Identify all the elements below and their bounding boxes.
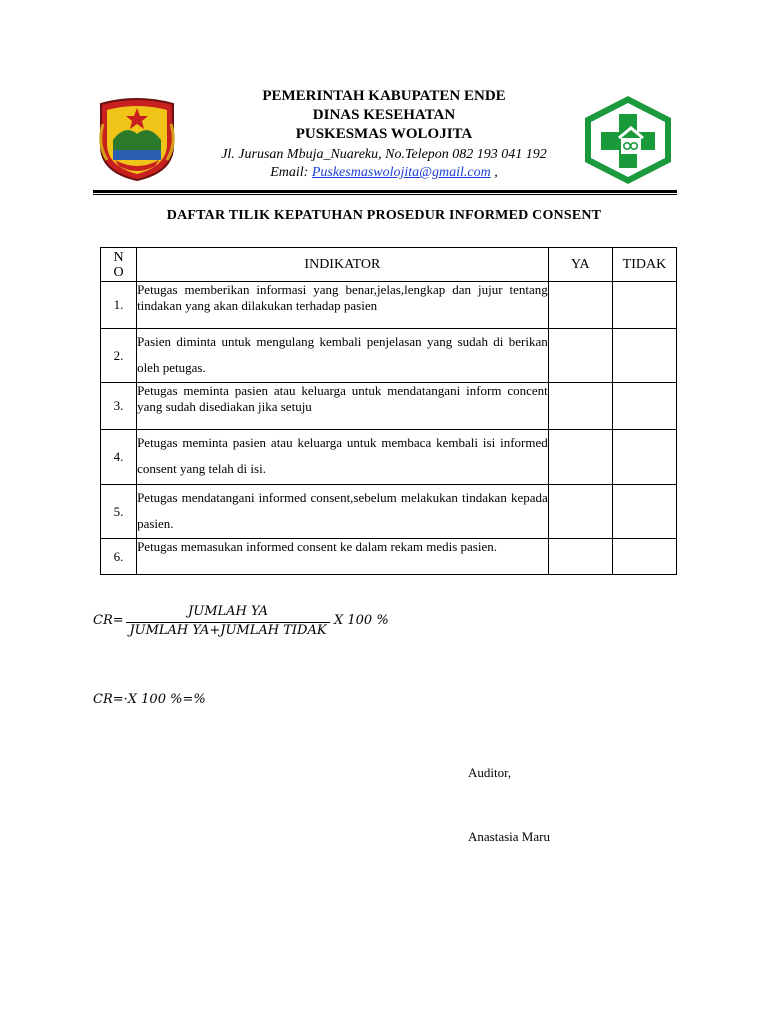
- row-number: 3.: [101, 383, 137, 430]
- row-indicator: Petugas memasukan informed consent ke dalam rekam medis pasien.: [137, 539, 549, 575]
- formula-lhs: CR=: [93, 613, 124, 628]
- letterhead-divider: [93, 190, 677, 193]
- ya-checkbox-cell[interactable]: [548, 485, 612, 539]
- ya-checkbox-cell[interactable]: [548, 383, 612, 430]
- row-number: 6.: [101, 539, 137, 575]
- document-title: DAFTAR TILIK KEPATUHAN PROSEDUR INFORMED CONSENT: [166, 208, 602, 223]
- email-suffix: ,: [490, 165, 498, 180]
- header-email-line: [0, 164, 768, 182]
- col-header-tidak: TIDAK: [612, 248, 676, 282]
- formula-multiplier: X 100 %: [334, 613, 389, 628]
- table-header-row: [101, 248, 677, 282]
- header-government: PEMERINTAH KABUPATEN ENDE: [262, 88, 506, 104]
- tidak-checkbox-cell[interactable]: [612, 383, 676, 430]
- header-agency: DINAS KESEHATAN: [312, 107, 456, 123]
- formula-denominator: JUMLAH YA+JUMLAH TIDAK: [129, 623, 327, 638]
- tidak-checkbox-cell[interactable]: [612, 329, 676, 383]
- table-row: [101, 383, 677, 430]
- col-header-no-line1: N: [113, 249, 124, 265]
- formula-numerator: JUMLAH YA: [188, 604, 268, 619]
- row-indicator: Pasien diminta untuk mengulang kembali penjelasan yang sudah di berikan oleh petugas.: [137, 329, 549, 383]
- tidak-checkbox-cell[interactable]: [612, 539, 676, 575]
- col-header-no: [101, 248, 137, 282]
- tidak-checkbox-cell[interactable]: [612, 430, 676, 485]
- header-address: Jl. Jurusan Mbuja_Nuareku, No.Telepon 082 193 041 192: [221, 147, 547, 162]
- col-header-no-line2: O: [113, 264, 124, 280]
- ya-checkbox-cell[interactable]: [548, 329, 612, 383]
- row-indicator: Petugas mendatangani informed consent,sebelum melakukan tindakan kepada pasien.: [137, 485, 549, 539]
- email-link[interactable]: Puskesmaswolojita@gmail.com: [311, 165, 491, 180]
- table-row: [101, 282, 677, 329]
- formula-result: CR=·X 100 %=%: [93, 692, 206, 707]
- row-number: 5.: [101, 485, 137, 539]
- row-number: 1.: [101, 282, 137, 329]
- row-number: 4.: [101, 430, 137, 485]
- table-row: [101, 430, 677, 485]
- ya-checkbox-cell[interactable]: [548, 539, 612, 575]
- table-row: [101, 539, 677, 575]
- table-row: [101, 485, 677, 539]
- tidak-checkbox-cell[interactable]: [612, 282, 676, 329]
- header-puskesmas: PUSKESMAS WOLOJITA: [295, 126, 473, 142]
- col-header-indikator: INDIKATOR: [137, 248, 549, 282]
- email-label: Email:: [270, 165, 312, 180]
- row-indicator: Petugas meminta pasien atau keluarga untuk membaca kembali isi informed consent yang telah di isi.: [137, 430, 549, 485]
- row-indicator: Petugas memberikan informasi yang benar,jelas,lengkap dan jujur tentang tindakan yang akan dilakukan terhadap pasien: [137, 282, 549, 329]
- col-header-ya: YA: [548, 248, 612, 282]
- auditor-label: Auditor,: [468, 765, 512, 780]
- tidak-checkbox-cell[interactable]: [612, 485, 676, 539]
- auditor-name: Anastasia Maru: [468, 829, 550, 844]
- ya-checkbox-cell[interactable]: [548, 282, 612, 329]
- row-indicator: Petugas meminta pasien atau keluarga untuk mendatangani inform concent yang sudah disediakan jika setuju: [137, 383, 549, 430]
- table-row: [101, 329, 677, 383]
- letterhead-divider-thin: [93, 194, 677, 195]
- row-number: 2.: [101, 329, 137, 383]
- ya-checkbox-cell[interactable]: [548, 430, 612, 485]
- checklist-table: [100, 247, 677, 575]
